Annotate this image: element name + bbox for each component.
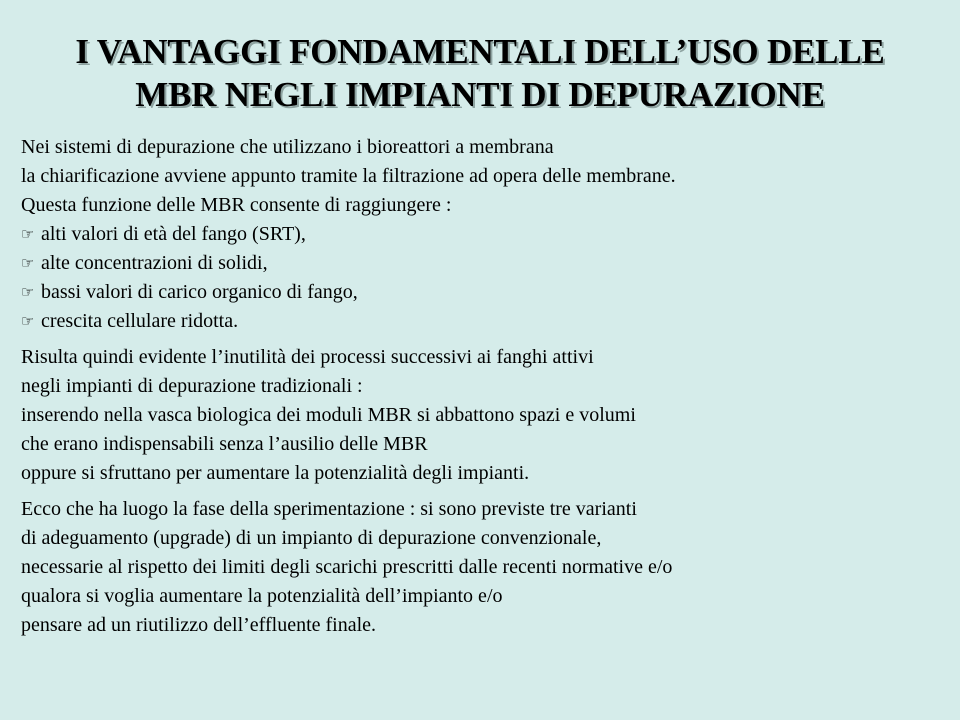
paragraph-activated-sludge: [21, 343, 951, 488]
bullet-item: [21, 307, 951, 336]
text-line: inserendo nella vasca biologica dei moduli MBR si abbattono spazi e volumi: [21, 404, 636, 426]
text-line: necessarie al rispetto dei limiti degli scarichi prescritti dalle recenti normative e/o: [21, 556, 673, 578]
bullet-text: bassi valori di carico organico di fango,: [41, 281, 358, 303]
bullet-item: [21, 249, 951, 278]
text-line: negli impianti di depurazione tradizionali :: [21, 375, 363, 397]
paragraph-membrane-filtration: [21, 133, 951, 336]
pointing-hand-icon: ☞: [21, 254, 35, 272]
pointing-hand-icon: ☞: [21, 225, 35, 243]
text-line: Nei sistemi di depurazione che utilizzano i bioreattori a membrana: [21, 136, 554, 158]
text-line: di adeguamento (upgrade) di un impianto di depurazione convenzionale,: [21, 527, 602, 549]
bullet-item: [21, 220, 951, 249]
pointing-hand-icon: ☞: [21, 312, 35, 330]
text-line: oppure si sfruttano per aumentare la potenzialità degli impianti.: [21, 462, 530, 484]
pointing-hand-icon: ☞: [21, 283, 35, 301]
text-line: qualora si voglia aumentare la potenzialità dell’impianto e/o: [21, 585, 503, 607]
text-line: Questa funzione delle MBR consente di raggiungere :: [21, 194, 452, 216]
slide-title-line-2: MBR NEGLI IMPIANTI DI DEPURAZIONE: [135, 75, 825, 114]
bullet-text: alti valori di età del fango (SRT),: [41, 223, 306, 245]
slide-title-line-1: I VANTAGGI FONDAMENTALI DELL’USO DELLE: [75, 32, 885, 71]
text-line: la chiarificazione avviene appunto tramite la filtrazione ad opera delle membrane.: [21, 165, 676, 187]
bullet-text: alte concentrazioni di solidi,: [41, 252, 268, 274]
bullet-item: [21, 278, 951, 307]
bullet-text: crescita cellulare ridotta.: [41, 310, 239, 332]
text-line: Ecco che ha luogo la fase della sperimentazione : si sono previste tre varianti: [21, 498, 637, 520]
paragraph-experimentation: [21, 495, 951, 640]
slide-body: [21, 133, 951, 640]
slide-title: [0, 30, 960, 116]
text-line: pensare ad un riutilizzo dell’effluente finale.: [21, 614, 377, 636]
text-line: Risulta quindi evidente l’inutilità dei processi successivi ai fanghi attivi: [21, 346, 594, 368]
text-line: che erano indispensabili senza l’ausilio delle MBR: [21, 433, 428, 455]
